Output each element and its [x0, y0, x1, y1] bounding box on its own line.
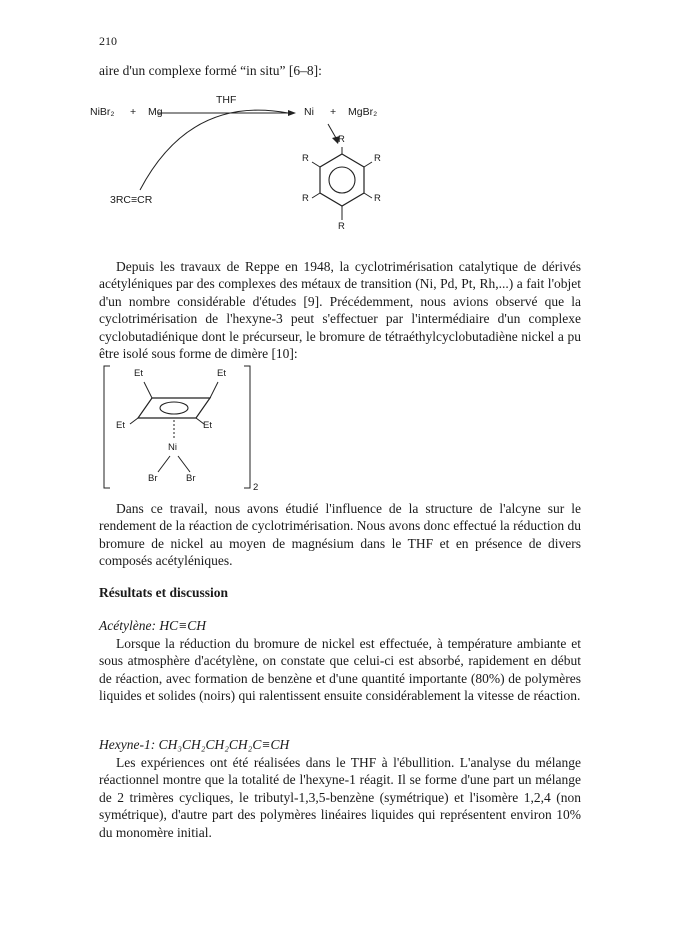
substituent-r: R — [302, 193, 309, 204]
substituent-r: R — [374, 193, 381, 204]
substituent-r: R — [338, 221, 345, 232]
plus-sign: + — [330, 106, 337, 118]
substituent-r: R — [302, 153, 309, 164]
condition-thf: THF — [216, 94, 237, 106]
et-label: Et — [217, 368, 226, 379]
top-line: aire d'un complexe formé “in situ” [6–8]: — [99, 63, 322, 78]
product-ni: Ni — [304, 106, 314, 118]
alkyne-label: 3RC≡CR — [110, 194, 153, 206]
dimer-subscript: 2 — [253, 482, 259, 493]
hexyne-heading: Hexyne-1: CH₃CH₂CH₂CH₂C≡CH — [99, 737, 290, 752]
reactant-nibr2: NiBr₂ — [90, 106, 115, 118]
reaction-scheme — [90, 90, 410, 250]
paragraph-this-work: Dans ce travail, nous avons étudié l'influence de la structure de l'alcyne sur le rendement de la réaction de cyclotrimérisation. Nous avons donc effectué la réduction du bromure de nickel au moyen de magnésium dans le THF et en présence de divers composés acétyléniques. — [99, 501, 581, 569]
et-label: Et — [203, 420, 212, 431]
section-heading: Résultats et discussion — [99, 585, 229, 600]
dimer-drawing — [100, 360, 270, 495]
nickel-label: Ni — [168, 442, 177, 453]
paragraph-acetylene: Lorsque la réduction du bromure de nickel est effectuée, à température ambiante et sous atmosphère d'acétylène, on constate que celui-ci est absorbé, rapidement en début de réaction, avec formation de benzène et d'une quantité importante (80%) de polymères liquides et solides (noirs) qui ralentissent ensuite considérablement la vitesse de réaction. — [99, 636, 581, 704]
acetylene-heading: Acétylène: HC≡CH — [99, 618, 206, 633]
substituent-r: R — [338, 134, 345, 145]
br-label: Br — [186, 473, 196, 484]
et-label: Et — [116, 420, 125, 431]
paragraph-hexyne: Les expériences ont été réalisées dans le THF à l'ébullition. L'analyse du mélange réactionnel montre que la totalité de l'hexyne-1 réagit. Il se forme d'une part un mélange de 2 trimères cycliques, le tributyl-1,3,5-benzène (symétrique) et l'isomère 1,2,4 (non symétrique), d'autre part des polymères linéaires liquides qui représentent environ 10% du monomère initial. — [99, 755, 581, 840]
br-label: Br — [148, 473, 158, 484]
substituent-r: R — [374, 153, 381, 164]
plus-sign: + — [130, 106, 137, 118]
paragraph-reppe: Depuis les travaux de Reppe en 1948, la cyclotrimérisation catalytique de dérivés acétyléniques par des complexes des métaux de transition (Ni, Pd, Pt, Rh,...) a fait l'objet d'un nombre considérable d'études [9]. Précédemment, nous avions observé que la cyclotrimérisation de l'hexyne-3 peut s'effectuer par l'intermédiaire d'un complexe cyclobutadiénique dont le précurseur, le bromure de tétraéthylcyclobutadiène nickel a pu être isolé sous forme de dimère [10]: — [99, 259, 581, 362]
et-label: Et — [134, 368, 143, 379]
dimer-structure — [100, 360, 270, 495]
product-mgbr2: MgBr₂ — [348, 106, 378, 118]
reactant-mg: Mg — [148, 106, 163, 118]
page-number: 210 — [99, 34, 117, 48]
